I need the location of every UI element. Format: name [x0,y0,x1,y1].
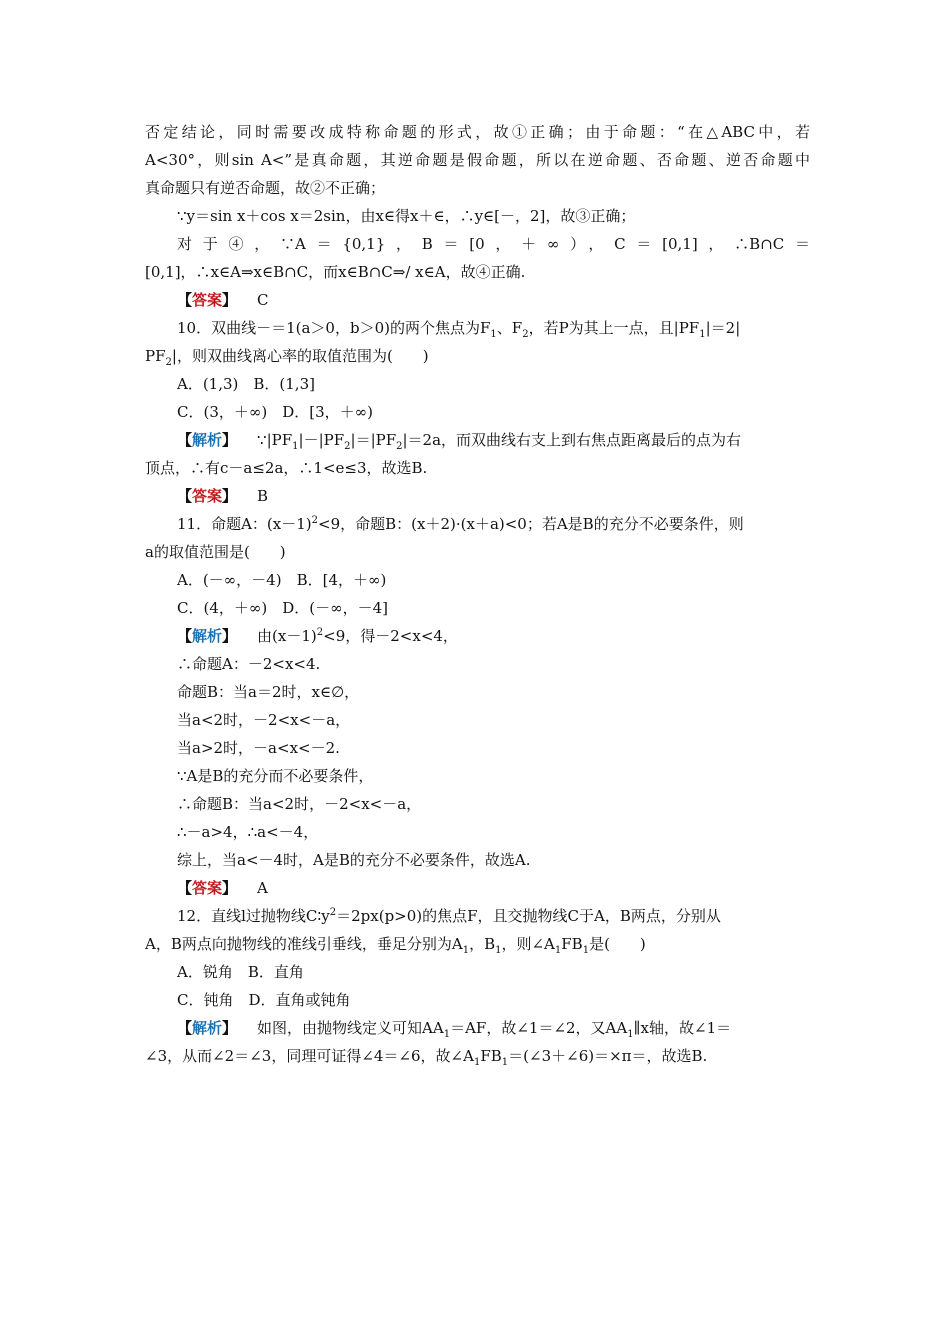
answer-value: A [257,879,268,897]
option-line: C．钝角 D．直角或钝角 [177,991,351,1009]
subscript: 1 [582,945,590,956]
subscript: 1 [490,329,497,340]
text-line: ∴命题A：－2<x<4. [177,655,321,673]
bracket: 】 [222,431,238,449]
text-line: 当a>2时，－a<x<－2. [177,739,340,757]
text: |－|PF [298,431,345,449]
analysis-label: 解析 [192,431,223,449]
analysis-line [177,430,810,450]
text-line: ∵A是B的充分而不必要条件， [177,767,374,785]
text-line: ∵y＝sin x＋cos x＝2sin，由x∈得x＋∈，∴y∈[－，2]，故③正确； [177,207,636,225]
superscript: 2 [316,627,324,638]
subscript: 1 [473,1057,481,1068]
subscript: 1 [495,945,502,956]
question-12-line [177,906,810,926]
answer-value: C [257,291,269,309]
analysis-line [177,626,810,646]
text: 如图，由抛物线定义可知AA [257,1019,444,1037]
text: <9，得－2<x<4， [323,627,458,645]
text: FB [561,935,583,953]
subscript: 2 [344,441,351,452]
bracket: 】 [222,1019,238,1037]
superscript: 2 [311,515,319,526]
text: ∠3，从而∠2＝∠3，同理可证得∠4＝∠6，故∠A [145,1047,474,1065]
text: 由(x－1) [257,627,317,645]
text-line: ∴－a>4，∴a<－4， [177,823,319,841]
subscript: 1 [627,1029,634,1040]
text: 10．双曲线－＝1(a＞0，b＞0)的两个焦点为F [177,319,491,337]
subscript: 1 [554,945,562,956]
bracket: 【 [177,627,193,645]
text: |＝2| [705,319,741,337]
text: FB [480,1047,502,1065]
text: |＝2a，而双曲线右支上到右焦点距离最后的点为右 [402,431,742,449]
bracket: 】 [222,879,238,897]
text: 12．直线l过抛物线C∶y [177,907,330,925]
text-line: [0,1]，∴x∈A⇒x∈B∩C，而x∈B∩C⇒/ x∈A，故④正确. [145,263,526,281]
analysis-label: 解析 [192,627,223,645]
option-line: A．(1,3) B．(1,3] [177,375,315,393]
answer-label: 答案 [192,487,223,505]
bracket: 】 [222,487,238,505]
text: 、F [496,319,523,337]
superscript: 2 [329,907,337,918]
text-line [145,1046,810,1066]
option-line: A．(－∞，－4) B．[4，＋∞) [177,571,387,589]
option-line: C．(4，＋∞) D．(－∞，－4] [177,599,388,617]
text: |，则双曲线离心率的取值范围为( ) [171,347,429,365]
text: ＝AF，故∠1＝∠2，又AA [450,1019,628,1037]
text-line: A<30°，则sin A<”是真命题，其逆命题是假命题，所以在逆命题、否命题、逆否命题中 [145,151,810,169]
text: ∥x轴，故∠1＝ [633,1019,732,1037]
answer-label: 答案 [192,291,223,309]
text: ∵|PF [257,431,293,449]
text: |＝|PF [350,431,397,449]
text-line: 否定结论，同时需要改成特称命题的形式，故①正确；由于命题：“在△ABC中，若 [145,123,810,141]
text: <9，命题B：(x＋2)·(x＋a)<0；若A是B的充分不必要条件，则 [318,515,744,533]
answer-value: B [257,487,269,505]
text-line: 对于④，∵A＝{0,1}，B＝[0，＋∞），C＝[0,1]，∴B∩C＝ [177,235,810,253]
bracket: 】 [222,627,238,645]
text: ，若P为其上一点，且|PF [528,319,700,337]
bracket: 【 [177,291,193,309]
bracket: 【 [177,879,193,897]
text: ＝(∠3＋∠6)＝×π＝，故选B. [508,1047,708,1065]
text-line: 真命题只有逆否命题，故②不正确； [145,179,386,197]
analysis-line [177,1018,810,1038]
text: ，B [469,935,496,953]
text-line [145,934,810,954]
answer-line [177,878,810,898]
text: PF [145,347,166,365]
text-line [145,346,810,366]
text: 是( ) [589,935,646,953]
text-line: a的取值范围是( ) [145,543,286,561]
bracket: 】 [222,291,238,309]
text: A，B两点向抛物线的准线引垂线，垂足分别为A [145,935,463,953]
text-line: 当a<2时，－2<x<－a， [177,711,351,729]
answer-label: 答案 [192,879,223,897]
bracket: 【 [177,1019,193,1037]
text-line: 综上，当a<－4时，A是B的充分不必要条件，故选A. [177,851,531,869]
subscript: 2 [165,357,172,368]
option-line: C．(3，＋∞) D．[3，＋∞) [177,403,373,421]
answer-line [177,486,810,506]
answer-line [177,290,810,310]
subscript: 1 [462,945,470,956]
subscript: 1 [501,1057,509,1068]
question-10-line [177,318,810,338]
subscript: 2 [396,441,403,452]
subscript: 2 [522,329,529,340]
question-11-line [177,514,810,534]
text-line: 命题B：当a＝2时，x∈∅， [177,683,360,701]
text-line: 顶点，∴有c－a≤2a，∴1<e≤3，故选B. [145,459,428,477]
option-line: A．锐角 B．直角 [177,963,304,981]
bracket: 【 [177,487,193,505]
subscript: 1 [699,329,706,340]
text: ＝2px(p>0)的焦点F，且交抛物线C于A，B两点，分别从 [336,907,721,925]
subscript: 1 [443,1029,451,1040]
analysis-label: 解析 [192,1019,223,1037]
bracket: 【 [177,431,193,449]
text: ，则∠A [501,935,555,953]
text: 11．命题A：(x－1) [177,515,312,533]
text-line: ∴命题B：当a<2时，－2<x<－a， [177,795,422,813]
subscript: 1 [292,441,299,452]
